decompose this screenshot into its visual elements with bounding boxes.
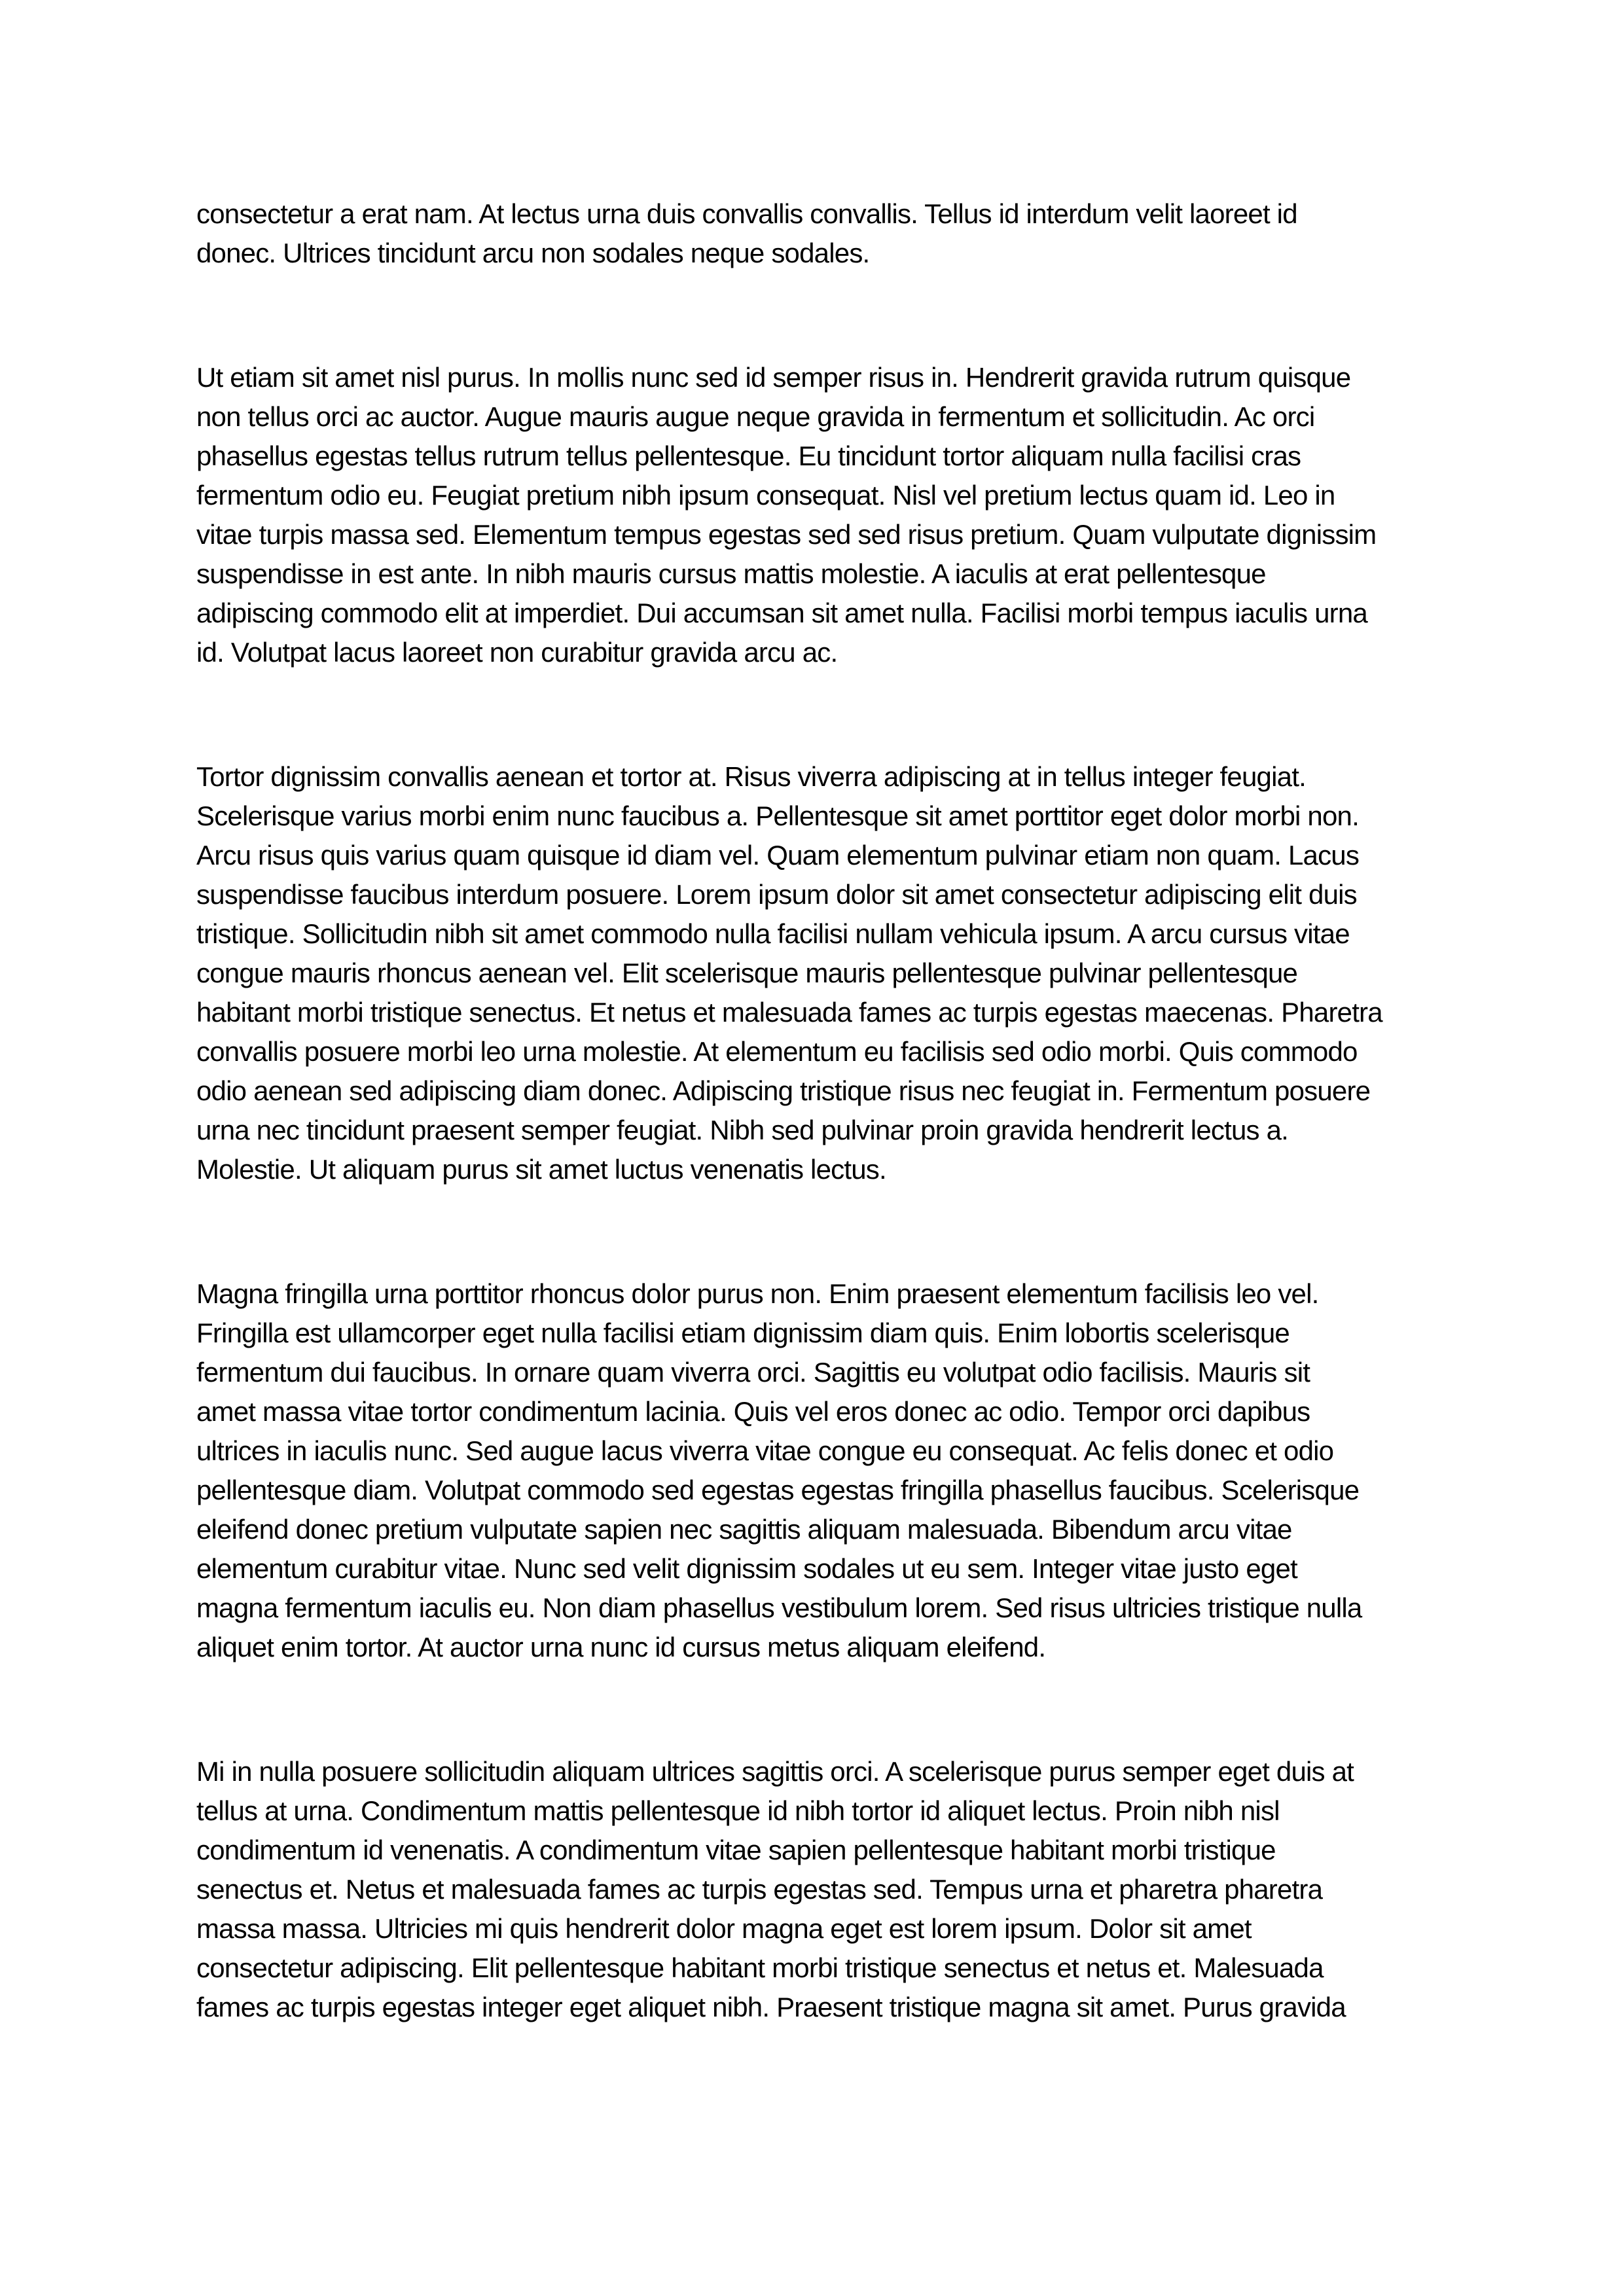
text-line: Mi in nulla posuere sollicitudin aliquam ultrices sagittis orci. A scelerisque purus semper eget duis at xyxy=(196,1756,1354,1787)
text-line: eleifend donec pretium vulputate sapien nec sagittis aliquam malesuada. Bibendum arcu vitae xyxy=(196,1514,1292,1545)
text-line: tellus at urna. Condimentum mattis pellentesque id nibh tortor id aliquet lectus. Proin nibh nisl xyxy=(196,1795,1280,1826)
text-line: Fringilla est ullamcorper eget nulla facilisi etiam dignissim diam quis. Enim lobortis scelerisque xyxy=(196,1318,1290,1348)
text-line: convallis posuere morbi leo urna molestie. At elementum eu facilisis sed odio morbi. Quis commodo xyxy=(196,1036,1358,1067)
text-line: magna fermentum iaculis eu. Non diam phasellus vestibulum lorem. Sed risus ultricies tristique nulla xyxy=(196,1592,1362,1623)
text-line: tristique. Sollicitudin nibh sit amet commodo nulla facilisi nullam vehicula ipsum. A arcu cursus vitae xyxy=(196,918,1350,949)
paragraph xyxy=(196,757,1460,1189)
paragraph xyxy=(196,194,1460,273)
text-line: Scelerisque varius morbi enim nunc faucibus a. Pellentesque sit amet porttitor eget dolor morbi non. xyxy=(196,800,1359,831)
text-line: id. Volutpat lacus laoreet non curabitur gravida arcu ac. xyxy=(196,637,838,668)
text-line: consectetur a erat nam. At lectus urna duis convallis convallis. Tellus id interdum velit laoreet id xyxy=(196,198,1297,229)
text-line: Arcu risus quis varius quam quisque id diam vel. Quam elementum pulvinar etiam non quam. Lacus xyxy=(196,840,1360,870)
paragraph xyxy=(196,1274,1460,1667)
text-line: odio aenean sed adipiscing diam donec. Adipiscing tristique risus nec feugiat in. Fermentum posuere xyxy=(196,1075,1371,1106)
text-line: fames ac turpis egestas integer eget aliquet nibh. Praesent tristique magna sit amet. Purus gravida xyxy=(196,1992,1346,2022)
text-line: elementum curabitur vitae. Nunc sed velit dignissim sodales ut eu sem. Integer vitae justo eget xyxy=(196,1553,1297,1584)
text-line: suspendisse in est ante. In nibh mauris cursus mattis molestie. A iaculis at erat pellentesque xyxy=(196,558,1266,589)
text-line: urna nec tincidunt praesent semper feugiat. Nibh sed pulvinar proin gravida hendrerit lectus a. xyxy=(196,1115,1289,1145)
text-line: Tortor dignissim convallis aenean et tortor at. Risus viverra adipiscing at in tellus integer feugiat. xyxy=(196,761,1306,792)
text-line: suspendisse faucibus interdum posuere. Lorem ipsum dolor sit amet consectetur adipiscing elit duis xyxy=(196,879,1357,910)
paragraph xyxy=(196,358,1460,672)
text-line: non tellus orci ac auctor. Augue mauris augue neque gravida in fermentum et sollicitudin. Ac orci xyxy=(196,401,1315,432)
text-line: Ut etiam sit amet nisl purus. In mollis nunc sed id semper risus in. Hendrerit gravida rutrum quisque xyxy=(196,362,1351,393)
text-line: adipiscing commodo elit at imperdiet. Dui accumsan sit amet nulla. Facilisi morbi tempus iaculis urna xyxy=(196,598,1367,628)
text-line: phasellus egestas tellus rutrum tellus pellentesque. Eu tincidunt tortor aliquam nulla facilisi cras xyxy=(196,440,1301,471)
text-line: ultrices in iaculis nunc. Sed augue lacus viverra vitae congue eu consequat. Ac felis donec et odio xyxy=(196,1435,1334,1466)
text-line: pellentesque diam. Volutpat commodo sed egestas egestas fringilla phasellus faucibus. Scelerisque xyxy=(196,1475,1360,1505)
text-line: condimentum id venenatis. A condimentum vitae sapien pellentesque habitant morbi tristique xyxy=(196,1835,1276,1865)
text-line: donec. Ultrices tincidunt arcu non sodales neque sodales. xyxy=(196,238,870,268)
text-line: vitae turpis massa sed. Elementum tempus egestas sed sed risus pretium. Quam vulputate dignissim xyxy=(196,519,1377,550)
text-line: fermentum dui faucibus. In ornare quam viverra orci. Sagittis eu volutpat odio facilisis. Mauris sit xyxy=(196,1357,1310,1388)
text-line: congue mauris rhoncus aenean vel. Elit scelerisque mauris pellentesque pulvinar pellentesque xyxy=(196,958,1298,988)
text-line: amet massa vitae tortor condimentum lacinia. Quis vel eros donec ac odio. Tempor orci dapibus xyxy=(196,1396,1310,1427)
text-block xyxy=(196,194,1460,2027)
text-line: consectetur adipiscing. Elit pellentesque habitant morbi tristique senectus et netus et. Malesuada xyxy=(196,1952,1324,1983)
text-line: fermentum odio eu. Feugiat pretium nibh ipsum consequat. Nisl vel pretium lectus quam id. Leo in xyxy=(196,480,1335,511)
text-line: massa massa. Ultricies mi quis hendrerit dolor magna eget est lorem ipsum. Dolor sit amet xyxy=(196,1913,1252,1944)
text-line: habitant morbi tristique senectus. Et netus et malesuada fames ac turpis egestas maecenas. Pharetra xyxy=(196,997,1382,1028)
text-line: Molestie. Ut aliquam purus sit amet luctus venenatis lectus. xyxy=(196,1154,886,1185)
text-line: aliquet enim tortor. At auctor urna nunc id cursus metus aliquam eleifend. xyxy=(196,1632,1046,1662)
text-line: senectus et. Netus et malesuada fames ac turpis egestas sed. Tempus urna et pharetra pharetra xyxy=(196,1874,1323,1905)
paragraph xyxy=(196,1752,1460,2027)
text-line: Magna fringilla urna porttitor rhoncus dolor purus non. Enim praesent elementum facilisis leo vel. xyxy=(196,1278,1319,1309)
